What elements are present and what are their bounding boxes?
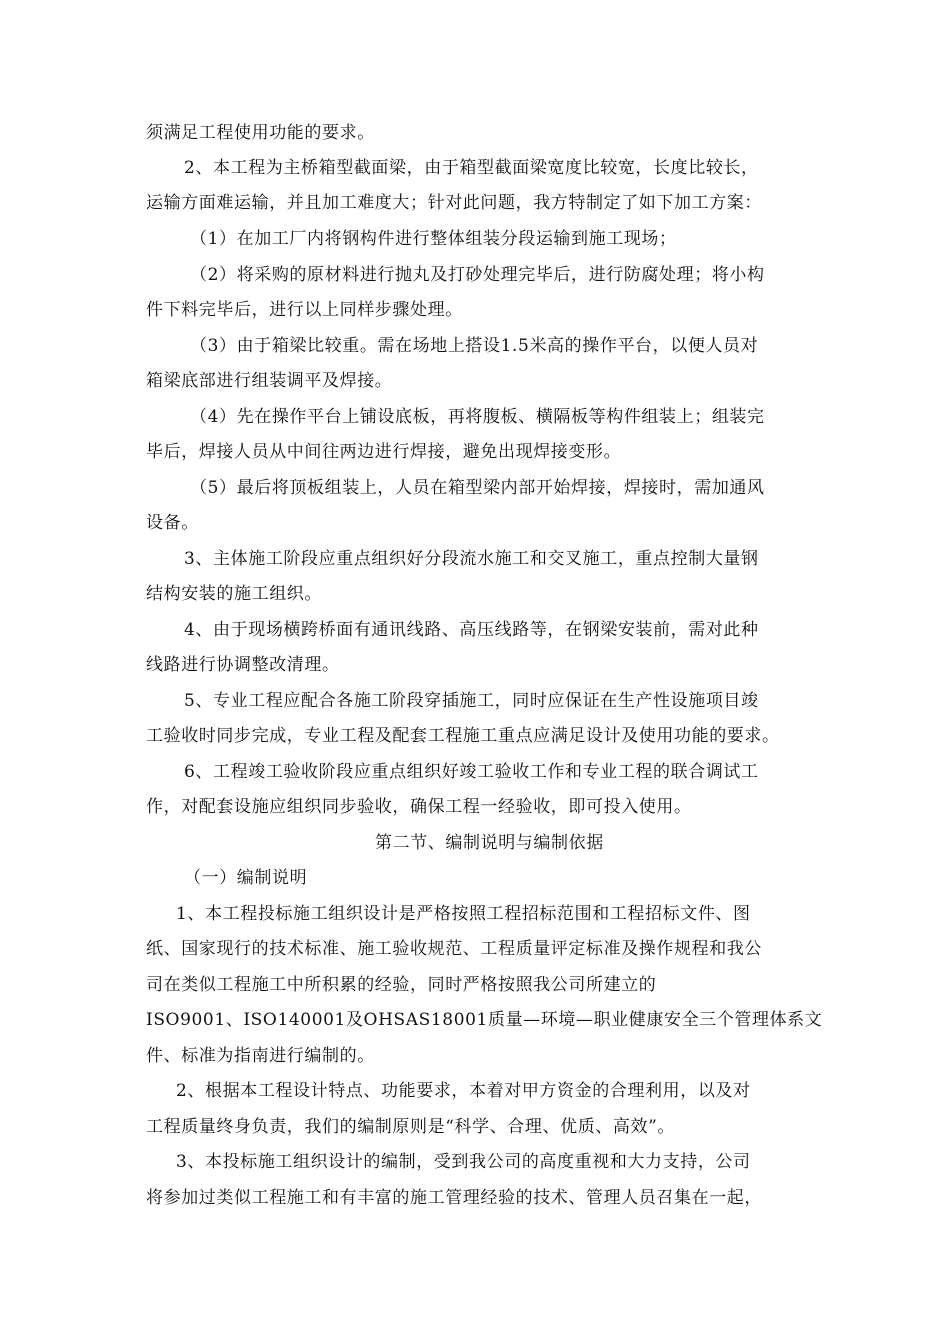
text-line: （3）由于箱梁比较重。需在场地上搭设1.5米高的操作平台，以便人员对	[190, 336, 759, 356]
text-line: 线路进行协调整改清理。	[146, 655, 340, 675]
text-line: 须满足工程使用功能的要求。	[146, 123, 375, 143]
text-line: （2）将采购的原材料进行抛丸及打砂处理完毕后，进行防腐处理；将小构	[190, 265, 765, 285]
text-line: （1）在加工厂内将钢构件进行整体组装分段运输到施工现场；	[190, 229, 677, 249]
text-line: 设备。	[146, 513, 199, 533]
text-line: （4）先在操作平台上铺设底板，再将腹板、横隔板等构件组装上；组装完	[190, 407, 765, 427]
text-line: 纸、国家现行的技术标准、施工验收规范、工程质量评定标准及操作规程和我公	[146, 939, 762, 959]
text-line: 件、标准为指南进行编制的。	[146, 1046, 375, 1066]
text-line: 2、本工程为主桥箱型截面梁，由于箱型截面梁宽度比较宽，长度比较长，	[184, 158, 759, 178]
text-line: 结构安装的施工组织。	[146, 584, 322, 604]
text-line: 工验收时同步完成，专业工程及配套工程施工重点应满足设计及使用功能的要求。	[146, 726, 780, 746]
text-line: 司在类似工程施工中所积累的经验，同时严格按照我公司所建立的	[146, 975, 657, 995]
text-line: 毕后，焊接人员从中间往两边进行焊接，避免出现焊接变形。	[146, 442, 622, 462]
text-line: 3、本投标施工组织设计的编制，受到我公司的高度重视和大力支持，公司	[176, 1152, 751, 1172]
section-heading: 第二节、编制说明与编制依据	[375, 833, 604, 853]
text-line: 4、由于现场横跨桥面有通讯线路、高压线路等，在钢梁安装前，需对此种	[184, 620, 759, 640]
text-line: 箱梁底部进行组装调平及焊接。	[146, 371, 393, 391]
text-line: 6、工程竣工验收阶段应重点组织好竣工验收工作和专业工程的联合调试工	[184, 762, 759, 782]
text-line: 1、本工程投标施工组织设计是严格按照工程招标范围和工程招标文件、图	[176, 904, 751, 924]
text-line: 2、根据本工程设计特点、功能要求，本着对甲方资金的合理利用，以及对	[176, 1081, 751, 1101]
text-line: 将参加过类似工程施工和有丰富的施工管理经验的技术、管理人员召集在一起，	[146, 1188, 762, 1208]
text-line: 3、主体施工阶段应重点组织好分段流水施工和交叉施工，重点控制大量钢	[184, 549, 759, 569]
text-line: 5、专业工程应配合各施工阶段穿插施工，同时应保证在生产性设施项目竣	[184, 691, 759, 711]
text-line: （5）最后将顶板组装上，人员在箱型梁内部开始焊接，焊接时，需加通风	[190, 478, 765, 498]
text-line: 件下料完毕后，进行以上同样步骤处理。	[146, 300, 463, 320]
subsection-heading: （一）编制说明	[184, 868, 308, 888]
text-line: ISO9001、ISO140001及OHSAS18001质量—环境—职业健康安全三个管理体系文	[146, 1010, 823, 1030]
text-line: 运输方面难运输，并且加工难度大；针对此问题，我方特制定了如下加工方案：	[146, 193, 762, 213]
text-line: 工程质量终身负责，我们的编制原则是“科学、合理、优质、高效”。	[146, 1117, 675, 1137]
text-line: 作，对配套设施应组织同步验收，确保工程一经验收，即可投入使用。	[146, 797, 692, 817]
